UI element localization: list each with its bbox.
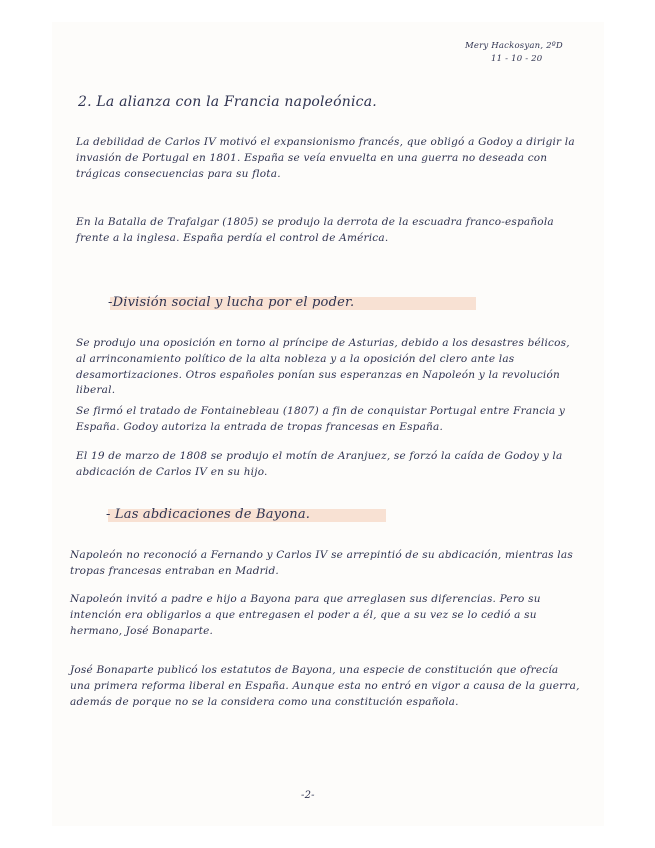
paragraph: Se produjo una oposición en torno al príncipe de Asturias, debido a los desastres bélicos, al arrinconamiento político de la alta nobleza y a la oposición del clero ante las desamortizaciones. Otros españoles ponían sus esperanzas en Napoleón y la revolución liberal. (76, 337, 570, 397)
paragraph: Napoleón invitó a padre e hijo a Bayona para que arreglasen sus diferencias. Pero su intención era obligarlos a que entregasen el poder a él, que a su vez se lo cedió a su hermano, José Bonaparte. (70, 593, 541, 637)
page-title: 2. La alianza con la Francia napoleónica. (78, 94, 377, 110)
author-name: Mery Hackosyan, 2ºD (465, 41, 563, 51)
paragraph: En la Batalla de Trafalgar (1805) se produjo la derrota de la escuadra franco-española frente a la inglesa. España perdía el control de América. (76, 216, 554, 244)
section-heading-division-social: -División social y lucha por el poder. (108, 294, 466, 312)
section-heading-abdicaciones: - Las abdicaciones de Bayona. (106, 506, 376, 524)
date: 11 - 10 - 20 (491, 54, 543, 64)
paragraph: La debilidad de Carlos IV motivó el expansionismo francés, que obligó a Godoy a dirigir la invasión de Portugal en 1801. España se veía envuelta en una guerra no deseada con trágicas consecuencias para su flota. (76, 136, 575, 180)
paragraph: Napoleón no reconoció a Fernando y Carlos IV se arrepintió de su abdicación, mientras las tropas francesas entraban en Madrid. (70, 549, 573, 577)
paragraph: Se firmó el tratado de Fontainebleau (1807) a fin de conquistar Portugal entre Francia y España. Godoy autoriza la entrada de tropas francesas en España. (76, 405, 566, 433)
page-number: -2- (301, 790, 315, 801)
author-info (465, 40, 563, 66)
paragraph: José Bonaparte publicó los estatutos de Bayona, una especie de constitución que ofrecía una primera reforma liberal en España. Aunque esta no entró en vigor a causa de la guerra, además de porque no se la considera como una constitución española. (70, 664, 580, 708)
paragraph: El 19 de marzo de 1808 se produjo el motín de Aranjuez, se forzó la caída de Godoy y la abdicación de Carlos IV en su hijo. (76, 450, 563, 478)
